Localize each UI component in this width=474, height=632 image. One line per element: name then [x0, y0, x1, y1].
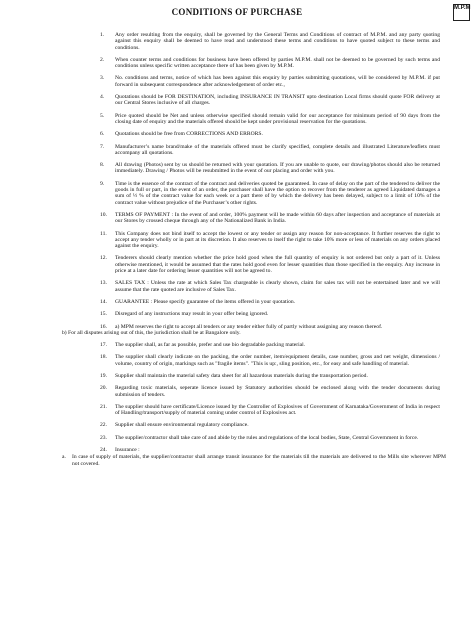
clause-text: Time is the essence of the contract of the contract and deliveries quoted be guaranteed. In case of delay on the part of the tendered to deliver the goods in full or part, in the event of an order, the purchaser shall have the option to recover from the tenderer as agreed Liquidated damages a sum of ½ % of the contract value for each week or a part there of by which the delivery has been delayed, subject to a limit of 10% of the contract value without prejudice of the Purchaser’s other rights. — [115, 180, 440, 206]
clause-number: 20. — [100, 385, 107, 392]
clause-item — [100, 385, 440, 398]
clause-text: a) MPM reserves the right to accept all tenders or any tender either fully of partly without assigning any reason thereof. — [115, 323, 383, 330]
clause-text: GUARANTEE : Please specify guarantee of the items offered in your quotation. — [115, 298, 296, 305]
clause-number: 5. — [100, 112, 105, 119]
clause-item — [100, 447, 440, 453]
clause-number: 24. — [100, 447, 107, 454]
clause-number: 21. — [100, 403, 107, 410]
clause-item — [100, 311, 440, 317]
clause-number: 1. — [100, 32, 105, 38]
page-title: CONDITIONS OF PURCHASE — [171, 7, 303, 17]
clause-text: When counter terms and conditions for business have been offered by parties M.P.M. shall not be deemed to be governed by such terms and conditions unless specific written acceptance there of has been given by M.P.M. — [115, 56, 440, 70]
clause-text: Any order resulting from the enquiry, shall be governed by the General Terms and Conditions of contract of M.P.M. and any party quoting against this enquiry shall be deemed to have read and understood these terms and conditions to have quoted subject to these terms and conditions. — [115, 32, 440, 51]
clause-item — [100, 422, 440, 428]
logo-text: M.P.M — [454, 5, 471, 11]
clause-number: 18. — [100, 354, 107, 361]
clause-text: Price quoted should be Net and unless otherwise specified should remain valid for our acceptance for minimum period of 90 days from the closing date of enquiry and the materials offered should be kept under provisional reservation for the quotations. — [115, 112, 440, 125]
clause-number: 14. — [100, 298, 107, 305]
clause-item — [100, 131, 440, 137]
clause-text: Supplier shall ensure environmental regulatory compliance. — [115, 422, 249, 429]
clause-number: 10. — [100, 211, 107, 218]
clause-number: 7. — [100, 143, 105, 150]
clause-text: Regarding toxic materials, seperate licence issued by Statutory authorities should be enclosed along with the tender documents during submission of tenders. — [115, 385, 440, 398]
clause-item — [100, 299, 440, 305]
clause-item — [100, 57, 440, 70]
clause-list — [0, 32, 474, 467]
clause-text: Manufacturer’s name brand/make of the materials offered must be clarify specified, complete details and illustrated Literature/leaflets must accompany all quotations. — [115, 143, 440, 156]
clause-number: 9. — [100, 180, 105, 187]
clause-item — [100, 231, 440, 250]
clause-number: 23. — [100, 434, 107, 441]
clause-text: Disregard of any instructions may result in your offer being ignored. — [115, 311, 269, 318]
clause-item — [100, 342, 440, 348]
clause-item — [62, 454, 446, 467]
clause-text: All drawing (Photos) sent by us should be returned with your quotation. If you are unable to quote, our drawing/photos should also be returned immediately. Drawing / Photos will be resubmitted in the event of our placing and order with you. — [115, 162, 440, 175]
clause-item — [100, 32, 440, 51]
clause-text: Quotations should be free from CORRECTIONS AND ERRORS. — [115, 131, 263, 138]
clause-text: The supplier shall, as far as possible, prefer and use bio degradable packing material. — [115, 342, 306, 349]
clause-text: The supplier should have certificate/Licence issued by the Controller of Explosives of Government of Karnataka/Government of India in respect of Handling/transport/supply of material coming under control of Explosives act. — [115, 403, 440, 417]
clause-number: 12. — [100, 255, 107, 262]
clause-number: 17. — [100, 342, 107, 349]
clause-number: 16. — [100, 323, 107, 330]
clause-item — [100, 324, 440, 330]
clause-item — [100, 373, 440, 379]
clause-text: In case of supply of materials, the supplier/contractor shall arrange transit insurance for the materials till the materials are delivered to the Mills site wherever MPM not covered. — [72, 454, 446, 467]
clause-item — [100, 280, 440, 293]
clause-text: The supplier/contractor shall take care of and abide by the rules and regulations of the local bodies, State, Central Government in force. — [115, 434, 419, 441]
clause-text: TERMS OF PAYMENT : In the event of and order, 100% payment will be made within 60 days after inspection and acceptance of materials at our Stores by crossed cheque through any of the Nationalized Bank in India. — [115, 211, 440, 225]
clause-item — [100, 435, 440, 441]
clause-item — [100, 162, 440, 175]
clause-text: Quotations should be FOR DESTINATION, including INSURANCE IN TRANSIT upto destination Local firms should quote FOR delivery at our Central Stores inclusive of all charges. — [115, 94, 440, 107]
clause-16b-text: b) For all disputes arising out of this, the jurisdiction shall be at Bangalore only. — [62, 329, 241, 336]
clause-text: SALES TAX : Unless the rate at which Sales Tax chargeable is clearly shown, claim for sales tax will not be entertained later and we will assume that the rate quoted are inclusive of Sales Tax. — [115, 280, 440, 293]
clause-number: 19. — [100, 372, 107, 379]
clause-number: 15. — [100, 311, 107, 318]
clause-number: 13. — [100, 280, 107, 287]
clause-text: Tenderers should clearly mention whether the price hold good when the full quantity of enquiry is not ordered but only a part of it. Unless otherwise mentioned, it would be assumed that the rates hold good even for lesser quantities than those specified in the enquiry. Any increase in price at a later date for ordering lesser quantities will not be agreed to. — [115, 255, 440, 275]
clause-item — [100, 94, 440, 107]
clause-item — [100, 113, 440, 126]
clause-item — [100, 212, 440, 225]
clause-number: 11. — [100, 230, 107, 237]
clause-item — [100, 75, 440, 88]
clause-text: Supplier shall maintain the material safety data sheet for all hazardous materials during the transportation period. — [115, 372, 368, 379]
clause-number: 22. — [100, 422, 107, 429]
clause-number: a. — [62, 454, 66, 461]
clause-number: 4. — [100, 94, 105, 101]
clause-item — [100, 181, 440, 206]
clause-number: 2. — [100, 56, 105, 63]
clause-item — [100, 404, 440, 417]
clause-text: The supplier shall clearly indicate on the packing, the order number, item/equipment details, case number, gross and net weight, dimensions / volume, country of origin, markings such as "fragile items". "This is up:, sling position, etc., for easy and safe handling of material. — [115, 354, 440, 367]
clause-number: 8. — [100, 162, 105, 169]
clause-item — [100, 144, 440, 157]
clause-number: 3. — [100, 75, 105, 82]
clause-text: No. conditions and terms, notice of which has been against this enquiry by parties submitting quotations, will be considered by M.P.M. if put forward in subsequent correspondence after acknowledgement of order etc., — [115, 75, 440, 88]
clause-text: Insurance : — [115, 447, 140, 454]
clause-item — [100, 354, 440, 367]
clause-number: 6. — [100, 131, 105, 138]
clause-text: This Company does not bind itself to accept the lowest or any tender or assign any reason for non-acceptance. It further reserves the right to accept any tender wholly or in part at its discretion. It also reserves to itself the right to take 10% more or less of materials on any orders placed against the enquiry. — [115, 230, 440, 250]
clause-item — [100, 255, 440, 274]
